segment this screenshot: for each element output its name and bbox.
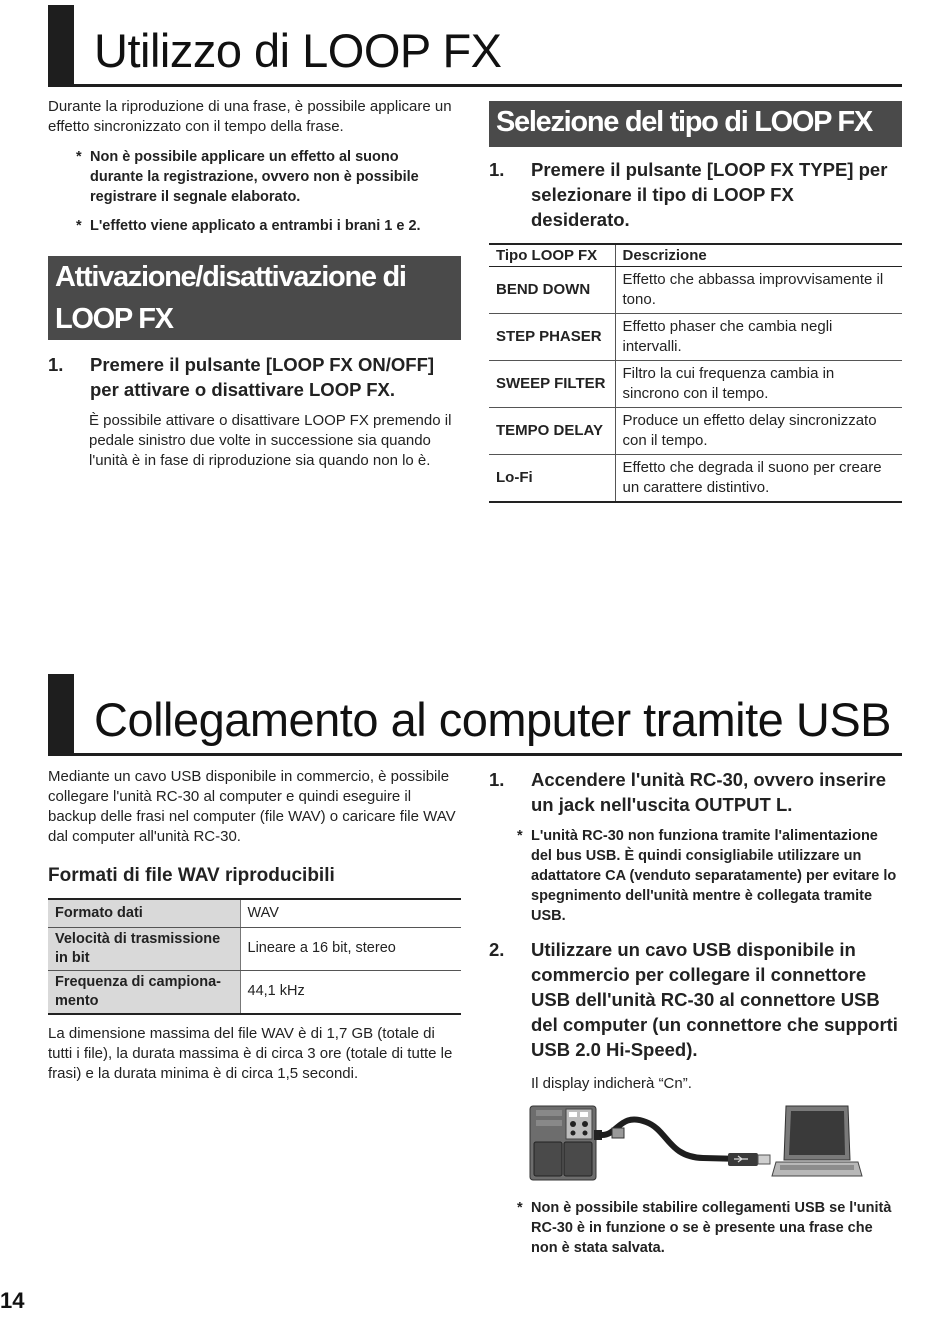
fx-type: SWEEP FILTER: [489, 360, 615, 407]
table-row: [489, 313, 902, 360]
note-text: Non è possibile applicare un effetto al suono durante la registrazione, ovvero non è possibile registrare il segnale elaborato.: [90, 149, 419, 205]
section-title-loop-fx: [48, 5, 902, 87]
step-power-on: [489, 767, 901, 817]
fx-description: Effetto phaser che cambia negli intervalli.: [615, 313, 902, 360]
section-title-usb: [48, 674, 902, 756]
note-marker: *: [517, 828, 523, 844]
table-row: [489, 454, 902, 502]
usb-cable-icon: [602, 1119, 743, 1159]
format-value: Lineare a 16 bit, stereo: [240, 927, 461, 970]
column-header: Tipo LOOP FX: [489, 244, 615, 266]
loop-fx-table: [489, 243, 902, 503]
heading-onoff: Attivazione/disattivazione di LOOP FX: [48, 256, 461, 340]
step-type-select: [489, 157, 889, 232]
table-row: [48, 899, 461, 927]
usb-plug-icon: [728, 1153, 770, 1166]
section-heading: Collegamento al computer tramite USB: [94, 693, 892, 746]
fx-type: Lo-Fi: [489, 454, 615, 502]
intro-text: Durante la riproduzione di una frase, è possibile applicare un effetto sincronizzato con il tempo della frase.: [48, 98, 452, 135]
format-value: WAV: [240, 899, 461, 927]
display-note: Il display indicherà “Cn”.: [531, 1075, 692, 1092]
note-item: [76, 147, 446, 207]
fx-description: Effetto che degrada il suono per creare un carattere distintivo.: [615, 454, 902, 502]
heading-type-select: Selezione del tipo di LOOP FX: [489, 101, 902, 147]
step-number: 1.: [489, 769, 505, 790]
format-value: 44,1 kHz: [240, 970, 461, 1014]
step-text: Utilizzare un cavo USB disponibile in commercio per collegare il connettore USB dell'unità RC-30 al connettore USB del computer (un connettore che supporti USB 2.0 Hi-Speed).: [531, 939, 898, 1060]
step-onoff: [48, 352, 458, 402]
note-text: Non è possibile stabilire collegamenti USB se l'unità RC-30 è in funzione o se è presente una frase che non è stata salvata.: [531, 1200, 892, 1256]
onoff-body: È possibile attivare o disattivare LOOP FX premendo il pedale sinistro due volte in successione sia quando l'unità è in fase di riproduzione sia quando non lo è.: [89, 412, 452, 469]
table-row: [489, 360, 902, 407]
table-row: [48, 970, 461, 1014]
table-row: [48, 927, 461, 970]
table-row: [489, 407, 902, 454]
fx-description: Effetto che abbassa improvvisamente il tono.: [615, 266, 902, 313]
fx-description: Filtro la cui frequenza cambia in sincrono con il tempo.: [615, 360, 902, 407]
fx-type: BEND DOWN: [489, 266, 615, 313]
note-marker: *: [517, 1200, 523, 1216]
title-bar: [48, 5, 74, 84]
note-marker: *: [76, 149, 82, 165]
step-text: Premere il pulsante [LOOP FX ON/OFF] per attivare o disattivare LOOP FX.: [90, 354, 435, 400]
step-connect-usb: [489, 937, 901, 1062]
page-number: 14: [0, 1288, 25, 1313]
format-key: Frequenza di campiona-mento: [48, 970, 240, 1014]
note-text: L'effetto viene applicato a entrambi i brani 1 e 2.: [90, 218, 421, 234]
fx-description: Produce un effetto delay sincronizzato con il tempo.: [615, 407, 902, 454]
fx-type: TEMPO DELAY: [489, 407, 615, 454]
note-item: [76, 216, 446, 236]
wav-heading: Formati di file WAV riproducibili: [48, 865, 335, 886]
note-marker: *: [76, 218, 82, 234]
step-number: 2.: [489, 939, 505, 960]
note-item: [517, 1198, 901, 1258]
step-number: 1.: [48, 354, 64, 375]
rc30-pedal-icon: [530, 1106, 602, 1180]
format-key: Velocità di trasmissione in bit: [48, 927, 240, 970]
wav-limits-text: La dimensione massima del file WAV è di 1,7 GB (totale di tutti i file), la durata massima è di circa 3 ore (totale di tutte le frasi) e la durata minima è di circa 1,5 secondi.: [48, 1025, 453, 1082]
table-row: [489, 266, 902, 313]
step-text: Premere il pulsante [LOOP FX TYPE] per selezionare il tipo di LOOP FX desiderato.: [531, 159, 888, 230]
format-key: Formato dati: [48, 899, 240, 927]
laptop-icon: [772, 1106, 862, 1176]
usb-intro: Mediante un cavo USB disponibile in commercio, è possibile collegare l'unità RC-30 al computer e quindi eseguire il backup delle frasi nel computer (file WAV) o caricare file WAV dal computer all'unità RC-30.: [48, 768, 456, 845]
column-header: Descrizione: [615, 244, 902, 266]
step-number: 1.: [489, 159, 505, 180]
fx-type: STEP PHASER: [489, 313, 615, 360]
note-text: L'unità RC-30 non funziona tramite l'alimentazione del bus USB. È quindi consigliabile utilizzare un adattatore CA (venduto separatamente) per evitare lo spegnimento dell'unità mentre è collegata tramite USB.: [531, 828, 897, 924]
usb-connection-illustration: [528, 1102, 864, 1188]
table-header-row: [489, 244, 902, 266]
wav-format-table: [48, 898, 461, 1015]
page-title: Utilizzo di LOOP FX: [94, 24, 502, 77]
note-item: [517, 826, 901, 926]
step-text: Accendere l'unità RC-30, ovvero inserire un jack nell'uscita OUTPUT L.: [531, 769, 887, 815]
title-bar: [48, 674, 74, 753]
